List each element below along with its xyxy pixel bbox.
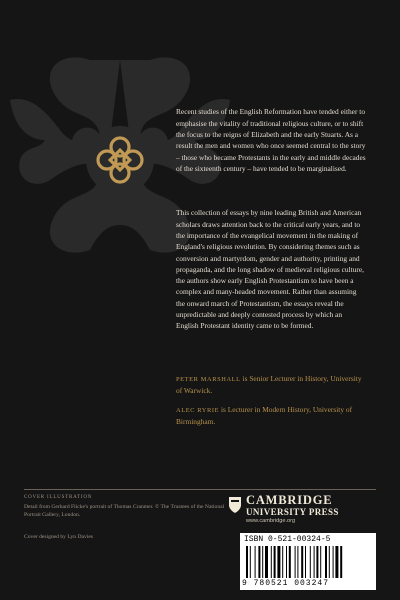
author-name: ALEC RYRIE xyxy=(176,407,220,414)
publisher-name: CAMBRIDGE xyxy=(246,493,333,507)
barcode-number: 9 780521 003247 xyxy=(242,579,330,588)
barcode-panel xyxy=(240,533,376,590)
barcode-graphic xyxy=(246,546,370,578)
isbn-text: ISBN 0-521-00324-5 xyxy=(244,535,331,544)
author-role: is Lecturer in Modern History, University of Birmingham. xyxy=(176,405,353,427)
cover-illustration-heading: COVER ILLUSTRATION xyxy=(24,495,93,500)
publisher-subtitle: UNIVERSITY PRESS xyxy=(246,507,339,517)
divider xyxy=(24,489,376,490)
cover-designer-credit: Cover designed by Lyn Davies xyxy=(24,534,93,540)
author-name: PETER MARSHALL xyxy=(176,376,241,383)
cover-illustration-credit: Detail from Gerhard Flicke's portrait of Thomas Cranmer. © The Trustees of the National Portrait Gallery, London. xyxy=(24,504,225,518)
author-bio-2 xyxy=(176,404,366,428)
cambridge-shield-icon xyxy=(228,496,242,514)
blurb-paragraph-1: Recent studies of the English Reformation have tended either to emphasise the vitality of traditional religious culture, or to shift the focus to the reigns of Elizabeth and the early Stuarts. As a result the men and women who once seemed central to the story – those who became Protestants in the early and middle decades of the sixteenth century – have tended to be marginalised. xyxy=(176,107,366,173)
publisher-url: www.cambridge.org xyxy=(246,518,296,524)
author-role: is Senior Lecturer in History, University of Warwick. xyxy=(176,374,362,396)
blurb-paragraph-2: This collection of essays by nine leading British and American scholars draws attention back to the critical early years, and to the importance of the evangelical movement in the making of England's religious revolution. By considering themes such as conversion and martyrdom, gender and authority, printing and propaganda, and the long shadow of medieval religious culture, the authors show early English Protestantism to have been a complex and many-headed movement. Rather than assuming the onward march of Protestantism, the essays reveal the unpredictable and deeply contested process by which an English Protestant identity came to be formed. xyxy=(176,208,364,331)
author-bio-1 xyxy=(176,373,366,397)
publisher-logo xyxy=(246,494,376,524)
